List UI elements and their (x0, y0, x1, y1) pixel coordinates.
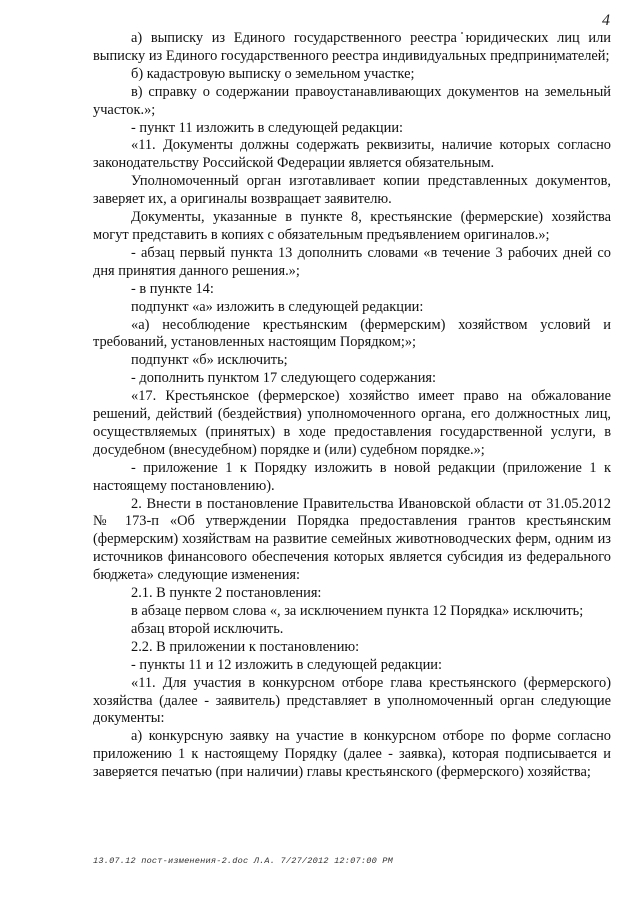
paragraph: подпункт «б» исключить; (131, 352, 288, 369)
document-body (93, 30, 611, 782)
paragraph: абзац второй исключить. (131, 620, 284, 637)
paragraph: - дополнить пунктом 17 следующего содержания: (131, 370, 437, 387)
paragraph: Уполномоченный орган изготавливает копии представленных документов, заверяет их, а оригиналы возвращает заявителю. (93, 173, 611, 208)
paragraph: «11. Для участия в конкурсном отборе глава крестьянского (фермерского) хозяйства (далее - заявитель) представляет в уполномоченный орган следующие документы: (93, 674, 611, 727)
paragraph: подпункт «а» изложить в следующей редакции: (131, 298, 424, 315)
paragraph: «11. Документы должны содержать реквизиты, наличие которых согласно законодательству Российской Федерации является обязательным. (93, 137, 611, 172)
paragraph: а) конкурсную заявку на участие в конкурсном отборе по форме согласно приложению 1 к настоящему Порядку (далее - заявка), которая подписывается и заверяется печатью (при наличии) главы крестьянского (фермерского) хозяйства; (93, 728, 611, 781)
paragraph: 2.1. В пункте 2 постановления: (131, 585, 322, 602)
paragraph: - абзац первый пункта 13 дополнить словами «в течение 3 рабочих дней со дня принятия данного решения.»; (93, 244, 611, 279)
paragraph: в абзаце первом слова «, за исключением пункта 12 Порядка» исключить; (131, 603, 584, 619)
paragraph: - в пункте 14: (131, 280, 214, 297)
paragraph: 2. Внести в постановление Правительства Ивановской области от 31.05.2012 № 173-п «Об утверждении Порядка предоставления грантов крестьянским (фермерским) хозяйствам на развитие семейных животноводческих ферм, одним из источников финансового обеспечения которых является субсидия из федерального бюджета» следующие изменения: (93, 495, 611, 584)
paragraph: в) справку о содержании правоустанавливающих документов на земельный участок.»; (93, 83, 611, 118)
document-footer: 13.07.12 пост-изменения-2.doc Л.А. 7/27/2012 12:07:00 PM (93, 856, 393, 866)
paragraph: «а) несоблюдение крестьянским (фермерским) хозяйством условий и требований, установленных настоящим Порядком;»; (93, 316, 611, 351)
paragraph: - пункт 11 изложить в следующей редакции: (131, 119, 404, 136)
paragraph: «17. Крестьянское (фермерское) хозяйство имеет право на обжалование решений, действий (бездействия) уполномоченного органа, его должностных лиц, осуществляемых (принятых) в ходе предоставления государственной услуги, в досудебном (внесудебном) порядке и (или) судебном порядке.»; (93, 388, 611, 458)
paragraph: - приложение 1 к Порядку изложить в новой редакции (приложение 1 к настоящему постановлению). (93, 459, 611, 494)
paragraph: а) выписку из Единого государственного реестра юридических лиц или выписку из Единого государственного реестра индивидуальных предпринимателей; (93, 30, 611, 64)
page-number: 4 (602, 12, 610, 29)
paragraph: Документы, указанные в пункте 8, крестьянские (фермерские) хозяйства могут представить в копиях с обязательным предъявлением оригиналов.»; (93, 209, 611, 243)
paragraph: б) кадастровую выписку о земельном участке; (131, 65, 415, 82)
paragraph: - пункты 11 и 12 изложить в следующей редакции: (131, 656, 442, 673)
paragraph: 2.2. В приложении к постановлению: (131, 638, 360, 655)
